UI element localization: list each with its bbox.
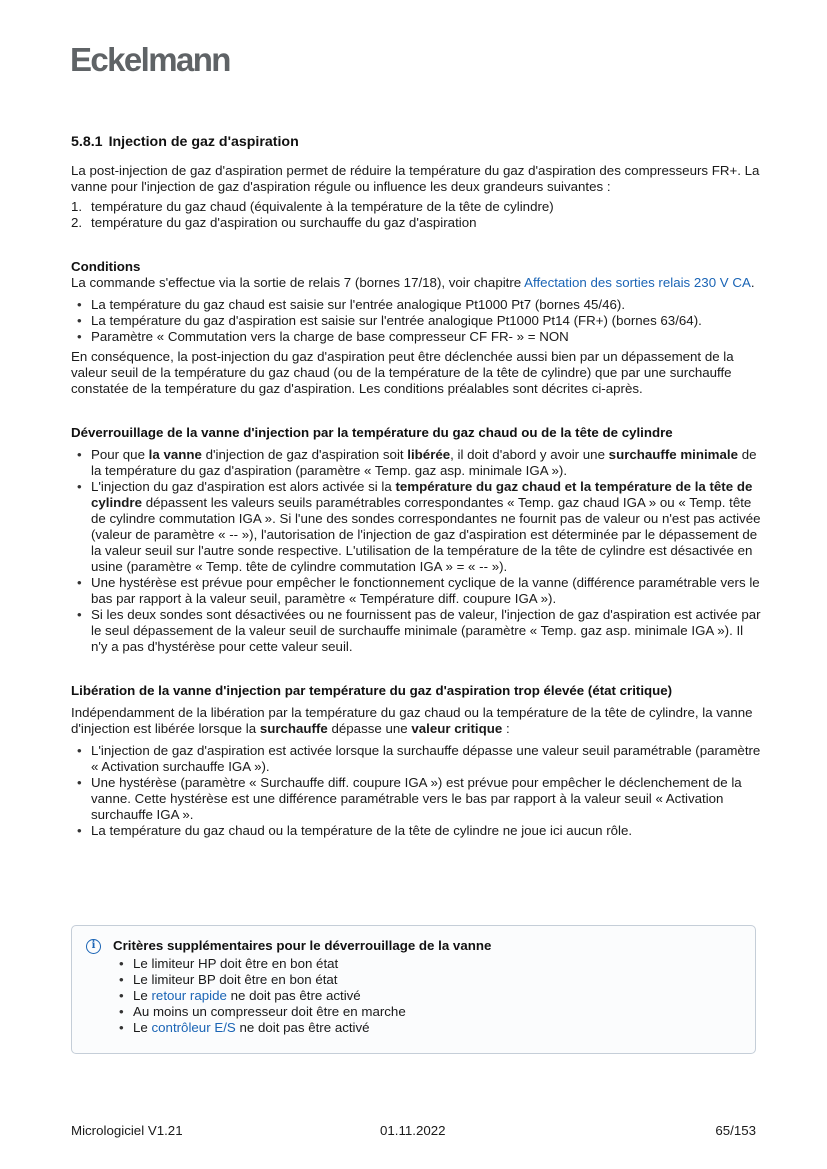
list-marker: 2. bbox=[71, 215, 83, 230]
conditions-block bbox=[71, 259, 761, 397]
text-run: Le bbox=[133, 988, 152, 1003]
bold-run: valeur critique bbox=[411, 721, 503, 736]
list-item bbox=[113, 988, 741, 1004]
list-item bbox=[71, 479, 761, 575]
list-item bbox=[113, 1020, 741, 1036]
text-run: , il doit d'abord y avoir une bbox=[450, 447, 609, 462]
bold-run: la vanne bbox=[148, 447, 202, 462]
text-run: de la température du gaz d'aspiration (paramètre « Temp. gaz asp. minimale IGA »). bbox=[91, 447, 757, 478]
list-item-text: température du gaz d'aspiration ou surchauffe du gaz d'aspiration bbox=[91, 215, 477, 230]
section-title bbox=[71, 133, 761, 151]
conditions-text: La commande s'effectue via la sortie de relais 7 (bornes 17/18), voir chapitre bbox=[71, 275, 525, 290]
text-run: L'injection du gaz d'aspiration est alors activée si la bbox=[91, 479, 396, 494]
quick-return-link[interactable]: retour rapide bbox=[151, 988, 227, 1003]
release-paragraph bbox=[71, 705, 761, 737]
list-marker: 1. bbox=[71, 199, 83, 214]
firmware-version: Micrologiciel V1.21 bbox=[71, 1123, 183, 1138]
list-item: • Une hystérèse est prévue pour empêcher le fonctionnement cyclique de la vanne (différence paramétrable vers le bas par rapport à la valeur seuil, paramètre « Température diff. coupure IGA »). bbox=[71, 575, 761, 607]
conditions-text-end: . bbox=[750, 275, 755, 290]
text-run: ne doit pas être activé bbox=[235, 1020, 370, 1035]
page-number: 65/153 bbox=[715, 1123, 756, 1138]
info-box-list bbox=[113, 956, 741, 1036]
list-item: • Au moins un compresseur doit être en marche bbox=[113, 1004, 741, 1020]
bold-run: température du gaz chaud et la température de la tête de cylindre bbox=[91, 479, 753, 510]
list-item: • Le limiteur BP doit être en bon état bbox=[113, 972, 741, 988]
list-item: • Le limiteur HP doit être en bon état bbox=[113, 956, 741, 972]
release-heading: Libération de la vanne d'injection par température du gaz d'aspiration trop élevée (état critique) bbox=[71, 683, 673, 698]
section-title-text: Injection de gaz d'aspiration bbox=[108, 134, 299, 150]
section-number: 5.8.1 bbox=[71, 134, 103, 150]
relay-outputs-link[interactable]: Affectation des sorties relais 230 V CA bbox=[524, 275, 751, 290]
text-run: Indépendamment de la libération par la température du gaz chaud ou la température de la tête de cylindre, la vanne d'injection est libérée lorsque la bbox=[71, 705, 753, 736]
list-item bbox=[71, 447, 761, 479]
unlock-heading: Déverrouillage de la vanne d'injection par la température du gaz chaud ou de la tête de cylindre bbox=[71, 425, 673, 440]
unlock-list bbox=[71, 447, 761, 655]
conditions-heading: Conditions bbox=[71, 259, 141, 274]
info-box bbox=[71, 925, 756, 1054]
main-content bbox=[71, 133, 761, 839]
conditions-list bbox=[71, 297, 761, 345]
info-circle-icon: i bbox=[86, 939, 101, 954]
list-item: • Si les deux sondes sont désactivées ou ne fournissent pas de valeur, l'injection de gaz d'aspiration est activée par le seul dépassement de la valeur seuil de surchauffe minimale (paramètre « Temp. gaz asp. minimale IGA »). Il n'y a pas d'hystérèse pour cette valeur seuil. bbox=[71, 607, 761, 655]
text-run: ne doit pas être activé bbox=[226, 988, 361, 1003]
text-run: : bbox=[502, 721, 510, 736]
intro-paragraph: La post-injection de gaz d'aspiration permet de réduire la température du gaz d'aspiration des compresseurs FR+. La vanne pour l'injection de gaz d'aspiration régule ou influence les deux grandeurs suivantes : bbox=[71, 163, 760, 194]
bold-run: surchauffe bbox=[259, 721, 328, 736]
text-run: dépasse une bbox=[327, 721, 412, 736]
document-date: 01.11.2022 bbox=[380, 1123, 446, 1138]
list-item: • La température du gaz chaud est saisie sur l'entrée analogique Pt1000 Pt7 (bornes 45/46). bbox=[71, 297, 761, 313]
bold-run: surchauffe minimale bbox=[608, 447, 738, 462]
eckelmann-logo: Eckelmann bbox=[70, 41, 230, 78]
list-item: • L'injection de gaz d'aspiration est activée lorsque la surchauffe dépasse une valeur seuil paramétrable (paramètre « Activation surchauffe IGA »). bbox=[71, 743, 761, 775]
conditions-paragraph bbox=[71, 275, 761, 291]
numbered-list-item bbox=[71, 215, 761, 231]
numbered-list bbox=[71, 199, 761, 231]
info-box-header bbox=[86, 938, 741, 954]
list-item-text: température du gaz chaud (équivalente à la température de la tête de cylindre) bbox=[91, 199, 554, 214]
text-run: Pour que bbox=[91, 447, 149, 462]
release-block bbox=[71, 683, 761, 839]
text-run: d'injection de gaz d'aspiration soit bbox=[201, 447, 408, 462]
unlock-block bbox=[71, 425, 761, 655]
io-controller-link[interactable]: contrôleur E/S bbox=[151, 1020, 236, 1035]
list-item: • Paramètre « Commutation vers la charge de base compresseur CF FR- » = NON bbox=[71, 329, 761, 345]
text-run: Le bbox=[133, 1020, 152, 1035]
text-run: dépassent les valeurs seuils paramétrables correspondantes « Temp. gaz chaud IGA » ou « Temp. tête de cylindre commutation IGA ». Si l'une des sondes correspondantes ne fournit pas de valeur ou n'est pas activée (valeur de paramètre « -- »), l'autorisation de l'injection de gaz d'aspiration est déterminée par le dépassement de la valeur seuil sur l'autre sonde respective. L'utilisation de la température de la tête de cylindre est désactivée en usine (paramètre « Temp. tête de cylindre commutation IGA » = « -- »). bbox=[91, 495, 761, 574]
info-box-title: Critères supplémentaires pour le déverrouillage de la vanne bbox=[113, 938, 492, 953]
consequence-paragraph: En conséquence, la post-injection du gaz d'aspiration peut être déclenchée aussi bien par un dépassement de la valeur seuil de la température du gaz chaud (ou de la température de la tête de cylindre) que par une surchauffe constatée de la température du gaz d'aspiration. Les conditions préalables sont décrites ci-après. bbox=[71, 349, 734, 396]
bold-run: libérée bbox=[407, 447, 451, 462]
list-item: • La température du gaz chaud ou la température de la tête de cylindre ne joue ici aucun rôle. bbox=[71, 823, 761, 839]
numbered-list-item bbox=[71, 199, 761, 215]
list-item: • Une hystérèse (paramètre « Surchauffe diff. coupure IGA ») est prévue pour empêcher le déclenchement de la vanne. Cette hystérèse est une différence paramétrable vers le bas par rapport à la valeur seuil « Activation surchauffe IGA ». bbox=[71, 775, 761, 823]
release-list bbox=[71, 743, 761, 839]
list-item: • La température du gaz d'aspiration est saisie sur l'entrée analogique Pt1000 Pt14 (FR+) (bornes 63/64). bbox=[71, 313, 761, 329]
